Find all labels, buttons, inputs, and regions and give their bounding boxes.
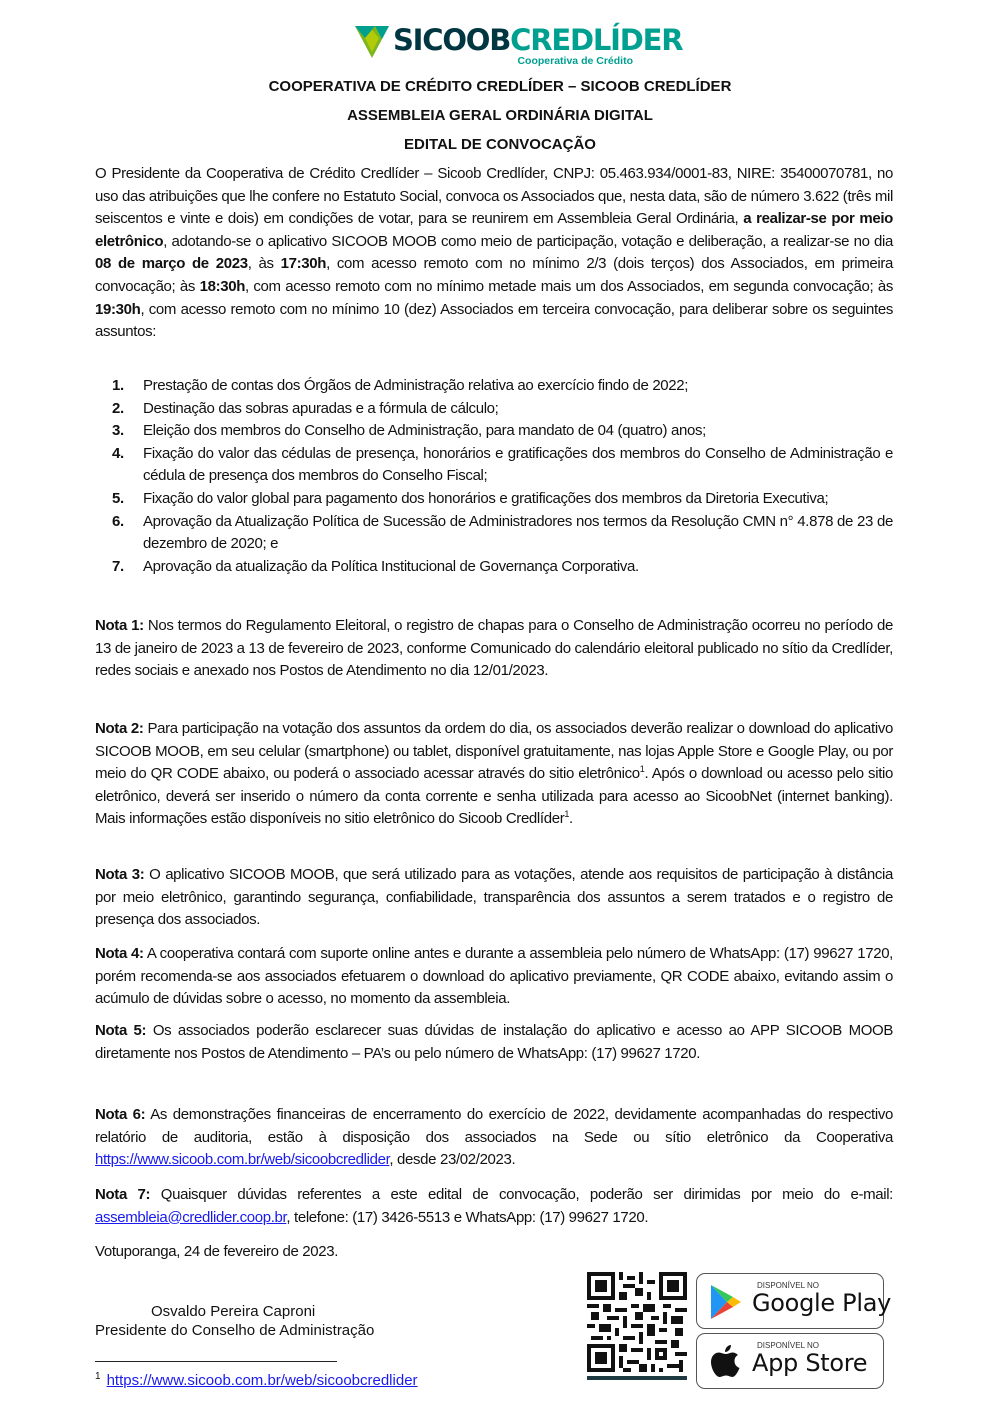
signature-block: [95, 1302, 374, 1340]
note-2: Nota 2: Para participação na votação dos assuntos da ordem do dia, os associados deverão realizar o download do aplicativo SICOOB MOOB, em seu celular (smartphone) ou tablet, disponível gratuitamente, nas lojas Apple Store e Google Play, ou por meio do QR CODE abaixo, ou poderá o associado acessar através do sitio eletrônico$^1$. Após o download ou acesso pelo sitio eletrônico, deverá ser inserido o número da conta corrente e senha utilizada para acesso ao SicoobNet (internet banking). Mais informações estão disponíveis no sitio eletrônico do Sicoob Credlíder$^1$.: [95, 720, 893, 828]
logo-subtitle: Cooperativa de Crédito: [517, 55, 633, 67]
google-play-label: Google Play: [752, 1289, 892, 1317]
agenda-item: 3. Eleição dos membros do Conselho de Administração, para mandato de 04 (quatro) anos;: [112, 422, 706, 440]
apple-icon: [711, 1343, 741, 1379]
footnote-link[interactable]: https://www.sicoob.com.br/web/sicoobcredlider: [106, 1372, 418, 1389]
heading-assembly: ASSEMBLEIA GERAL ORDINÁRIA DIGITAL: [347, 107, 653, 124]
agenda-item: 6. Aprovação da Atualização Política de Sucessão de Administradores nos termos da Resolução CMN n° 4.878 de 23 de dezembro de 2020; e: [112, 512, 893, 553]
note-7: Nota 7: Quaisquer dúvidas referentes a este edital de convocação, poderão ser dirimidas por meio do e-mail: assembleia@credlider.coop.br, telefone: (17) 3426-5513 e WhatsApp: (17) 99627 1720.: [95, 1186, 894, 1226]
sicoob-website-link[interactable]: https://www.sicoob.com.br/web/sicoobcredlider: [95, 1151, 390, 1169]
note-1: Nota 1: Nos termos do Regulamento Eleitoral, o registro de chapas para o Conselho de Administração ocorreu no período de 13 de janeiro de 2023 a 13 de fevereiro de 2023, conforme Comunicado do calendário eleitoral publicado no sítio da Credlíder, redes sociais e anexado nos Postos de Atendimento no dia 12/01/2023.: [95, 617, 893, 680]
app-store-badge[interactable]: [696, 1333, 884, 1389]
footnote-separator: [95, 1361, 337, 1362]
note-6: Nota 6: As demonstrações financeiras de encerramento do exercício de 2022, devidamente acompanhadas do respectivo relatório de auditoria, estão à disposição dos associados na Sede ou sítio eletrônico da Cooperativa https://www.sicoob.com.br/web/sicoobcredlider, desde 23/02/2023.: [95, 1106, 893, 1169]
intro-paragraph: O Presidente da Cooperativa de Crédito Credlíder – Sicoob Credlíder, CNPJ: 05.463.934/0001-83, NIRE: 35400070781, no uso das atribuições que lhe confere no Estatuto Social, convoca os Associados que, nesta data, são de número 3.622 (três mil seiscentos e vinte e dois) em condições de votar, para se reunirem em Assembleia Geral Ordinária, a realizar-se por meio eletrônico, adotando-se o aplicativo SICOOB MOOB como meio de participação, votação e deliberação, a realizar-se no dia 08 de março de 2023, às 17:30h, com acesso remoto com no mínimo 2/3 (dois terços) dos Associados, em primeira convocação; às 18:30h, com acesso remoto com no mínimo metade mais um dos Associados, em segunda convocação; às 19:30h, com acesso remoto com no mínimo 10 (dez) Associados em terceira convocação, para deliberar sobre os seguintes assuntos:: [95, 165, 893, 341]
agenda-item: 2. Destinação das sobras apuradas e a fórmula de cálculo;: [112, 399, 499, 417]
footnote-mark: 1: [95, 1371, 101, 1382]
agenda-list: [95, 375, 893, 578]
sicoob-v-logo-icon: [355, 26, 389, 58]
assembly-email-link[interactable]: assembleia@credlider.coop.br: [95, 1208, 287, 1226]
logo-wordmark: SICOOBCREDLÍDER: [393, 23, 683, 57]
heading-cooperative-name: COOPERATIVA DE CRÉDITO CREDLÍDER – SICOOB CREDLÍDER: [268, 78, 732, 95]
note-4: Nota 4: A cooperativa contará com suporte online antes e durante a assembleia pelo número de WhatsApp: (17) 99627 1720, porém recomenda-se aos associados efetuarem o download do aplicativo previamente, QR CODE abaixo, evitando assim o acúmulo de dúvidas sobre o acesso, no momento da assembleia.: [95, 945, 893, 1008]
app-store-label: App Store: [752, 1349, 868, 1377]
agenda-item: 7. Aprovação da atualização da Política Institucional de Governança Corporativa.: [112, 557, 639, 575]
qr-code-icon[interactable]: [587, 1272, 687, 1380]
footnote: [95, 1372, 418, 1389]
sicoob-credlider-logo: [355, 22, 683, 70]
agenda-item: 1. Prestação de contas dos Órgãos de Administração relativa ao exercício findo de 2022;: [112, 377, 689, 394]
heading-edital: EDITAL DE CONVOCAÇÃO: [404, 136, 596, 153]
agenda-item: 5. Fixação do valor global para pagamento dos honorários e gratificações dos membros da Diretoria Executiva;: [112, 489, 829, 507]
place-and-date: Votuporanga, 24 de fevereiro de 2023.: [95, 1243, 339, 1260]
google-play-caption: DISPONÍVEL NO: [757, 1281, 819, 1290]
app-store-caption: DISPONÍVEL NO: [757, 1341, 819, 1350]
signatory-role: Presidente do Conselho de Administração: [95, 1322, 375, 1339]
note-5: Nota 5: Os associados poderão esclarecer suas dúvidas de instalação do aplicativo e acesso ao APP SICOOB MOOB diretamente nos Postos de Atendimento – PA’s ou pelo número de WhatsApp: (17) 99627 1720.: [95, 1022, 894, 1062]
google-play-icon: [709, 1284, 743, 1320]
agenda-item: 4. Fixação do valor das cédulas de presença, honorários e gratificações dos membros do Conselho de Administração e cédula de presença dos membros do Conselho Fiscal;: [112, 444, 893, 485]
signatory-name: Osvaldo Pereira Caproni: [151, 1303, 316, 1320]
google-play-badge[interactable]: [696, 1273, 892, 1329]
note-3: Nota 3: O aplicativo SICOOB MOOB, que será utilizado para as votações, atende aos requisitos de participação à distância por meio eletrônico, garantindo segurança, confiabilidade, transparência dos assuntos a serem tratados e o registro de presença dos associados.: [95, 866, 893, 929]
